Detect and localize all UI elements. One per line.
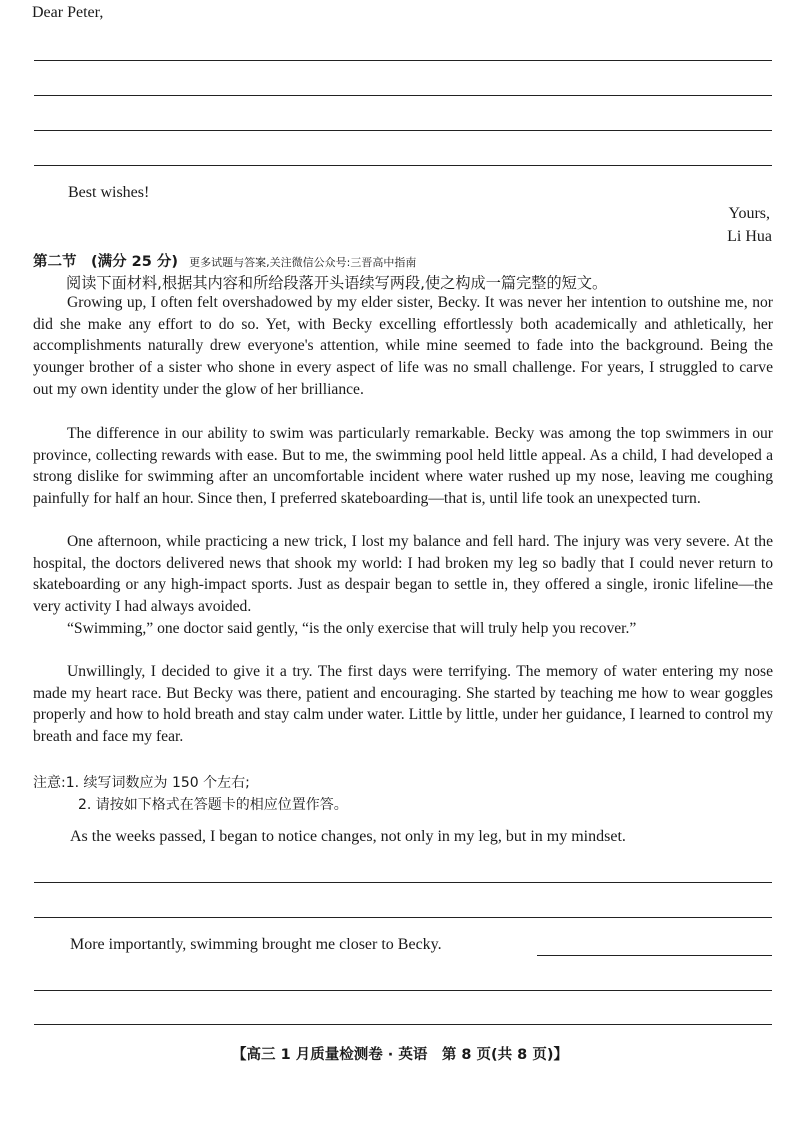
passage-paragraph-1: Growing up, I often felt overshadowed by my elder sister, Becky. It was never her intention to outshine me, nor did she make any effort to do so. Yet, with Becky excelling effortlessly both academically and athletically, her accomplishments naturally drew everyone's attention, while mine seemed to fade into the background. Being the younger brother of a sister who shone in every aspect of life was no small challenge. For years, I struggled to carve out my own identity under the glow of her brilliance. <box>33 294 773 398</box>
continuation-prompt-1: As the weeks passed, I began to notice changes, not only in my leg, but in my mindset. <box>70 828 626 845</box>
passage-paragraph-2: The difference in our ability to swim was particularly remarkable. Becky was among the top swimmers in our province, collecting rewards with ease. But to me, the swimming pool held little appeal. As a child, I had developed a strong dislike for swimming after an uncomfortable incident where water rushed up my nose, leaving me coughing painfully for half an hour. Since then, I preferred skateboarding—that is, until life took an unexpected turn. <box>33 425 773 508</box>
answer-line[interactable] <box>34 1024 772 1025</box>
continuation-prompt-2: More importantly, swimming brought me closer to Becky. <box>70 936 442 953</box>
writing-line <box>34 165 772 166</box>
writing-line <box>34 95 772 96</box>
writing-line <box>34 60 772 61</box>
writing-line <box>34 130 772 131</box>
section-heading-row <box>33 250 416 271</box>
page-footer: 【高三 1 月质量检测卷 · 英语 第 8 页(共 8 页)】 <box>232 1047 568 1063</box>
section-instruction: 阅读下面材料,根据其内容和所给段落开头语续写两段,使之构成一篇完整的短文。 <box>66 274 608 292</box>
notes-label: 注意: <box>33 775 66 791</box>
answer-line[interactable] <box>34 882 772 883</box>
letter-salutation: Dear Peter, <box>32 4 104 21</box>
notes-first-line <box>33 772 250 792</box>
note-2: 2. 请按如下格式在答题卡的相应位置作答。 <box>78 797 348 813</box>
passage-paragraph-4: “Swimming,” one doctor said gently, “is the only exercise that will truly help you recover.” <box>67 620 637 637</box>
answer-line[interactable] <box>34 917 772 918</box>
section-heading: 第二节 (满分 25 分) <box>33 254 179 270</box>
letter-signature: Li Hua <box>727 228 772 245</box>
note-1: 1. 续写词数应为 150 个左右; <box>65 775 250 791</box>
passage-paragraph-3: One afternoon, while practicing a new trick, I lost my balance and fell hard. The injury was very severe. At the hospital, the doctors delivered news that shook my world: I had broken my leg so badly that I could never return to skateboarding or any high-impact sports. Just as despair began to settle in, they offered a single, ironic lifeline—the very activity I had always avoided. <box>33 533 773 616</box>
answer-line[interactable] <box>34 990 772 991</box>
section-heading-note: 更多试题与答案,关注微信公众号:三晋高中指南 <box>189 256 417 269</box>
letter-closing: Best wishes! <box>68 184 150 201</box>
answer-line[interactable] <box>537 955 772 956</box>
letter-sign-off: Yours, <box>728 205 770 222</box>
passage-paragraph-5: Unwillingly, I decided to give it a try. The first days were terrifying. The memory of water entering my nose made my heart race. But Becky was there, patient and encouraging. She started by teaching me how to wear goggles properly and how to hold breath and stay calm under water. Little by little, under her guidance, I learned to control my breath and face my fear. <box>33 663 773 746</box>
